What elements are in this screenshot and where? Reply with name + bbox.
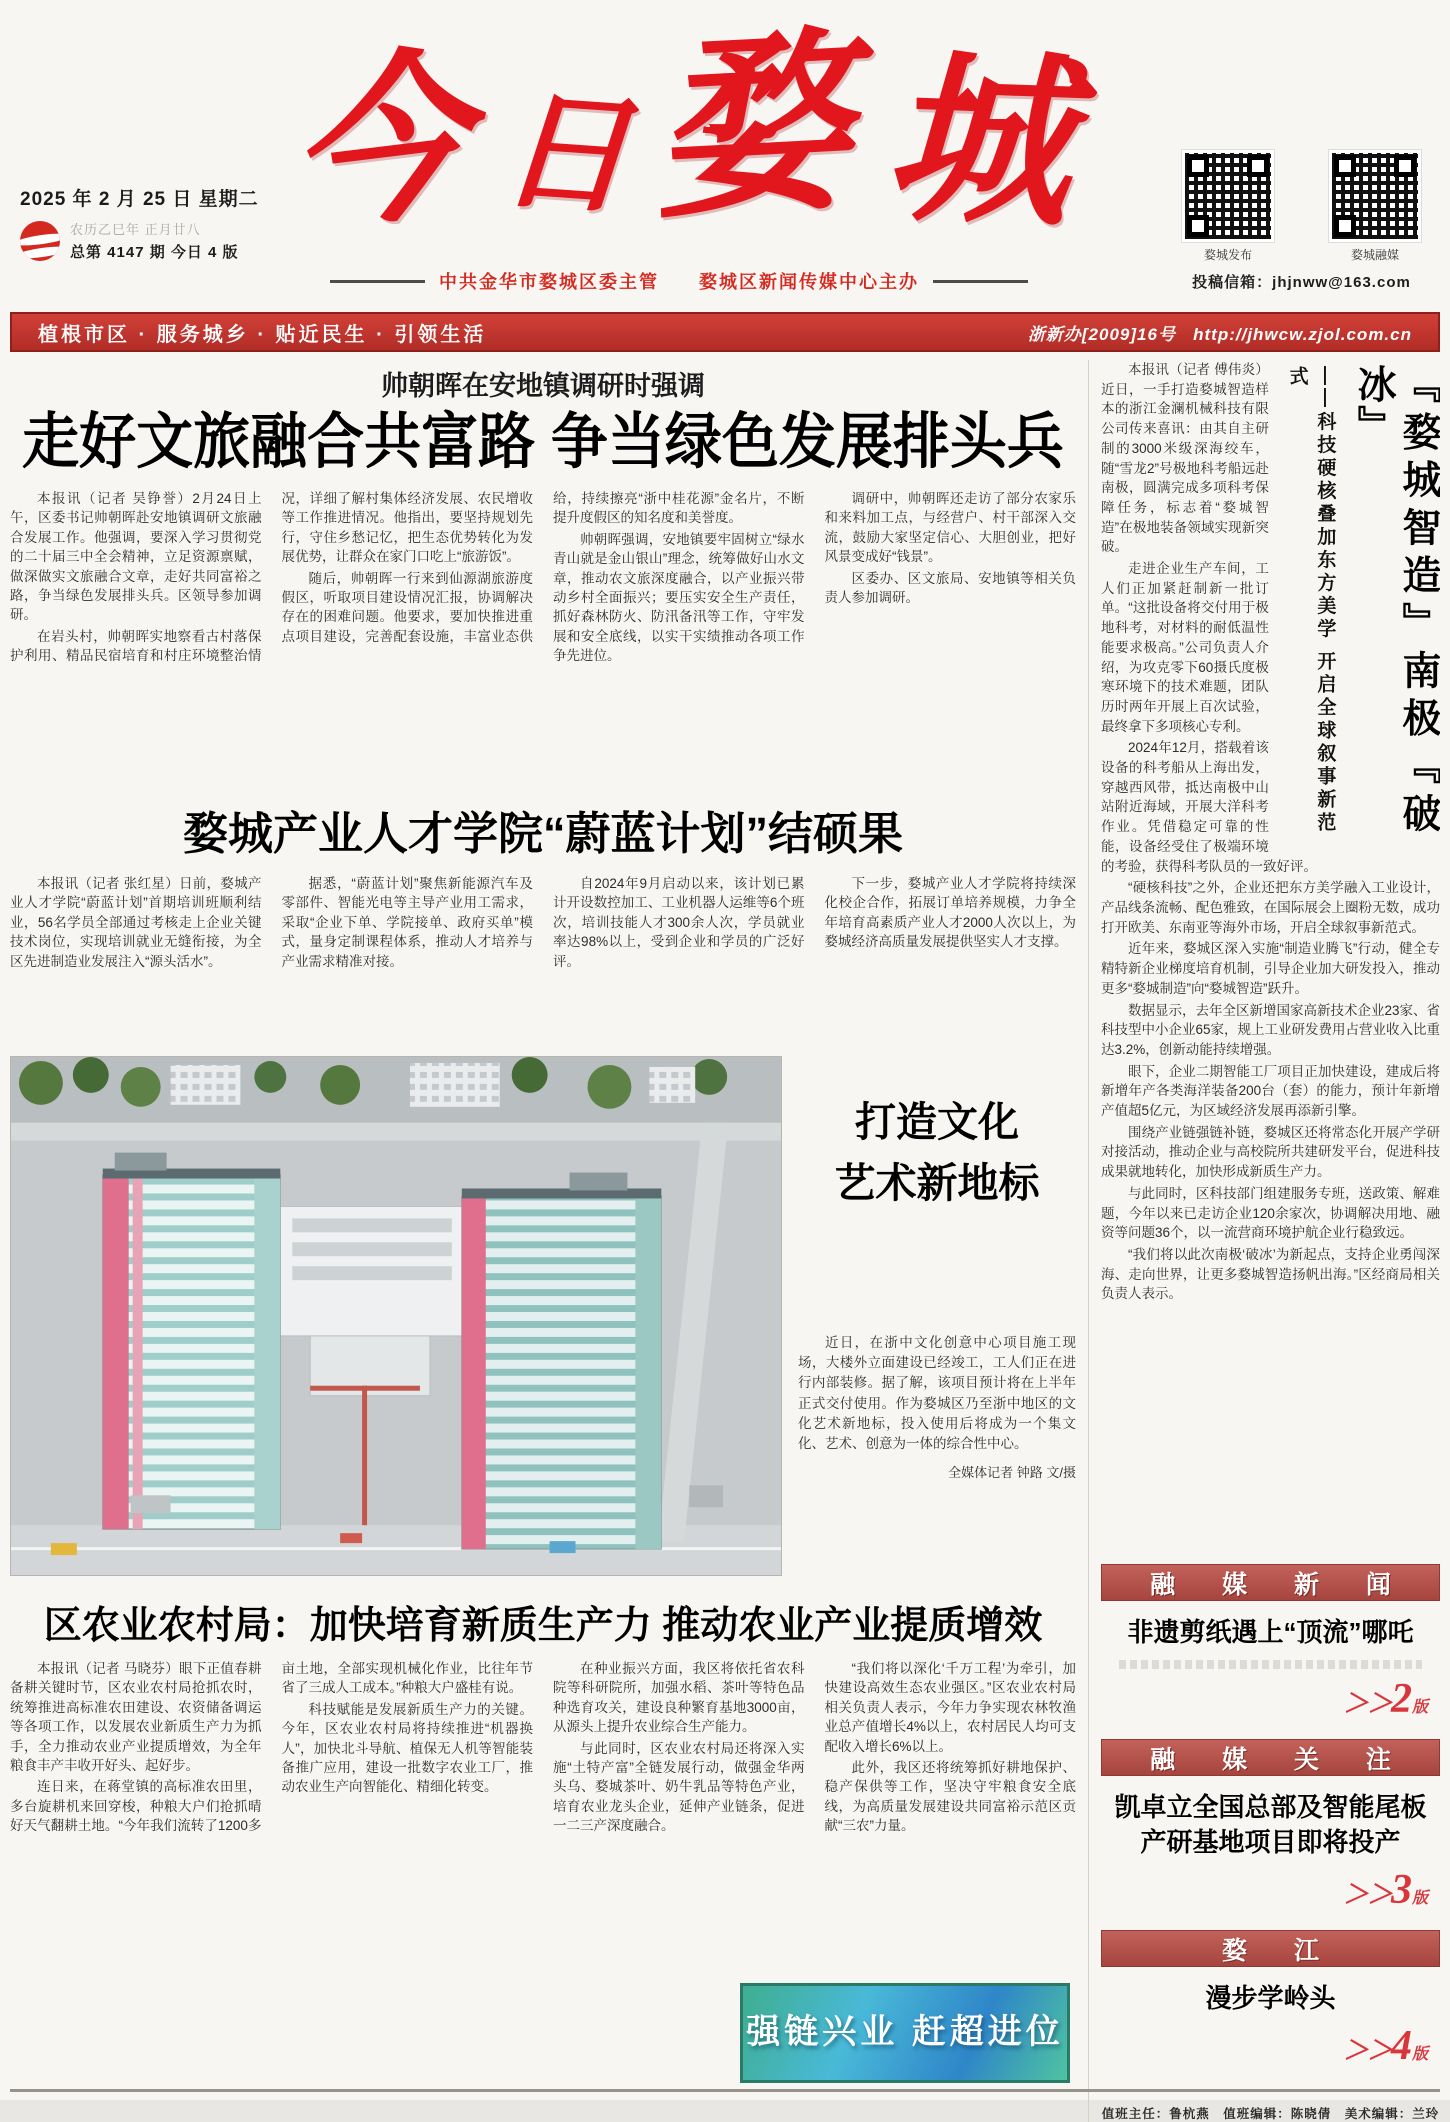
date-block: [20, 184, 259, 262]
bottom-article-headline: 区农业农村局：加快培育新质生产力 推动农业产业提质增效: [43, 1604, 1043, 1647]
organizer-text: 中共金华市婺城区委主管 婺城区新闻传媒中心主办: [439, 272, 919, 292]
lunar-date: 农历乙巳年 正月廿八: [70, 222, 201, 237]
organizer-line: [330, 268, 1090, 294]
section-bar: 融 媒 关 注: [1101, 1739, 1440, 1776]
rule-left: [330, 280, 425, 283]
submission-email: 投稿信箱：jhjnww@163.com: [1192, 274, 1411, 291]
page-bottom-rule: [10, 2089, 1440, 2092]
right-article-subtitle: ——科技硬核叠加东方美学 开启全球叙事新范式: [1286, 366, 1336, 834]
title-char: 城: [881, 27, 1074, 253]
photo-headline: 打造文化 艺术新地标: [834, 1098, 1040, 1207]
right-article: [1101, 360, 1440, 1548]
right-article-headline: 『婺城智造』南极『破冰』: [1352, 364, 1440, 834]
news-photo: [10, 1056, 782, 1576]
masthead: [0, 0, 1450, 312]
title-char: 日: [494, 71, 636, 234]
lead-article-body: 本报讯（记者 吴铮誉）2月24日上午，区委书记帅朝晖赴安地镇调研文旅融合发展工作。他强调，要深入学习贯彻党的二十届三中全会精神，立足资源禀赋，做深做实文旅融合文章，走好共同富裕之路，争当绿色发展排头兵。区领导参加调研。 在岩头村，帅朝晖实地察看古村落保护利用、精品民宿培育和村庄环境整治情况，详细了解村集体经济发展、农民增收等工作推进情况。他指出，要坚持规划先行，守住乡愁记忆，把生态优势转化为发展优势，让群众在家门口吃上“旅游饭”。 随后，帅朝晖一行来到仙源湖旅游度假区，听取项目建设情况汇报，协调解决存在的困难问题。他要求，要加快推进重点项目建设，完善配套设施，丰富业态供给，持续擦亮“浙中桂花源”金名片，不断提升度假区的知名度和美誉度。 帅朝晖强调，安地镇要牢固树立“绿水青山就是金山银山”理念，统筹做好山水文章，推动农文旅深度融合，以产业振兴带动乡村全面振兴；要压实安全生产责任，抓好森林防火、防汛备汛等工作，守牢发展和安全底线，以实干实绩推动各项工作争先进位。 调研中，帅朝晖还走访了部分农家乐和来料加工点，与经营户、村干部深入交流，鼓励大家坚定信心、大胆创业，把好风景变成好“钱景”。 区委办、区文旅局、安地镇等相关负责人参加调研。: [10, 490, 1076, 664]
qr-area: [1169, 150, 1434, 292]
title-char: 今: [277, 26, 483, 259]
newspaper-logo-icon: [20, 221, 60, 261]
photo-story: [798, 1056, 1076, 1576]
qr-code-fabu: [1182, 150, 1274, 242]
qr-label: 婺城融媒: [1350, 248, 1399, 262]
lead-article-kicker: 帅朝晖在安地镇调研时强调: [381, 371, 705, 401]
second-article-body: 本报讯（记者 张红星）日前，婺城产业人才学院“蔚蓝计划”首期培训班顺利结业，56名学员全部通过考核走上企业关键技术岗位，实现培训就业无缝衔接，为全区先进制造业发展注入“源头活水”。 据悉，“蔚蓝计划”聚焦新能源汽车及零部件、智能光电等主导产业用工需求，采取“企业下单、学院接单、政府买单”模式，量身定制课程体系，推动人才培养与产业需求精准对接。 自2024年9月启动以来，该计划已累计开设数控加工、工业机器人运维等6个班次，培训技能人才300余人次，学员就业率达98%以上，受到企业和学员的广泛好评。 下一步，婺城产业人才学院将持续深化校企合作，拓展订单培养规模，力争全年培育高素质产业人才2000人次以上，为婺城经济高质量发展提供坚实人才支撑。: [10, 875, 1076, 969]
qr-label: 婺城发布: [1203, 248, 1252, 262]
publication-date: 2025 年 2 月 25 日 星期二: [20, 189, 259, 210]
right-article-body: 本报讯（记者 傅伟炎）近日，一手打造婺城智造样本的浙江金澜机械科技有限公司传来喜讯：由其自主研制的3000米级深海绞车，随“雪龙2”号极地科考船远赴南极，圆满完成多项科考保障任务，标志着“婺城智造”在极地装备领域实现新突破。 走进企业生产车间，工人们正加紧赶制新一批订单。“这批设备将交付用于极地科考，对材料的耐低温性能要求极高。”公司负责人介绍，为攻克零下60摄氏度极寒环境下的技术难题，团队历时两年开展上百次试验，最终拿下多项核心专利。 2024年12月，搭载着该设备的科考船从上海出发，穿越西风带，抵达南极中山站附近海域，开展大洋科考作业。凭借稳定可靠的性能，设备经受住了极端环境的考验，获得科考队员的一致好评。 “硬核科技”之外，企业还把东方美学融入工业设计，产品线条流畅、配色雅致，在国际展会上圈粉无数，成功打开欧美、东南亚等海外市场，开启全球叙事新范式。 近年来，婺城区深入实施“制造业腾飞”行动，健全专精特新企业梯度培育机制，引导企业加大研发投入，推动更多“婺城制造”向“婺城智造”跃升。 数据显示，去年全区新增国家高新技术企业23家、省科技型中小企业65家，规上工业研发费用占营业收入比重达3.2%，创新动能持续增强。 眼下，企业二期智能工厂项目正加快建设，建成后将新增年产各类海洋装备200台（套）的能力，预计年新增产值超5亿元，为区域经济发展再添新引擎。 围绕产业链强链补链，婺城区还将常态化开展产学研对接活动，推动企业与高校院所共建研发平台，促进科技成果就地转化，加快形成新质生产力。 与此同时，区科技部门组建服务专班，送政策、解难题，今年以来已走访企业120余家次，协调解决用地、融资等问题36个，以一流营商环境护航企业行稳致远。 “我们将以此次南极‘破冰’为新起点，支持企业勇闯深海、走向世界，让更多婺城智造扬帆出海。”区经商局相关负责人表示。: [1101, 362, 1440, 1302]
page-ref: ＞＞2版: [1342, 1676, 1428, 1723]
bottom-article-body: 强链兴业 赶超进位 本报讯（记者 马晓芬）眼下正值春耕备耕关键时节，区农业农村局抢抓农时，统筹推进高标准农田建设、农资储备调运等各项工作，以发展农业新质生产力为抓手，全力推动农业产业提质增效，为全年粮食丰产丰收开好头、起好步。 连日来，在蒋堂镇的高标准农田里，多台旋耕机来回穿梭，种粮大户们抢抓晴好天气翻耕土地。“今年我们流转了1200多亩土地，全部实现机械化作业，比往年节省了三成人工成本。”种粮大户盛桂有说。 科技赋能是发展新质生产力的关键。今年，区农业农村局将持续推进“机器换人”，加快北斗导航、植保无人机等智能装备推广应用，建设一批数字农业工厂，推动农业生产向智能化、精细化转变。 在种业振兴方面，我区将依托省农科院等科研院所，加强水稻、茶叶等特色品种选育攻关，建设良种繁育基地3000亩，从源头上提升农业综合生产能力。 与此同时，区农业农村局还将深入实施“土特产富”全链发展行动，做强金华两头乌、婺城茶叶、奶牛乳品等特色产业，培育农业龙头企业，延伸产业链条，促进一二三产深度融合。 “我们将以深化‘千万工程’为牵引，加快建设高效生态农业强区。”区农业农村局相关负责人表示，今年力争实现农林牧渔业总产值增长4%以上，农村居民人均可支配收入增长6%以上。 此外，我区还将统筹抓好耕地保护、稳产保供等工作，坚决守牢粮食安全底线，为高质量发展建设共同富裕示范区贡献“三农”力量。: [10, 1659, 1076, 2087]
main-column: [10, 360, 1076, 2122]
chevrons-icon: ＞＞: [1342, 1879, 1391, 1910]
issue-number: 总第 4147 期 今日 4 版: [70, 244, 239, 261]
staff-credits: 值班主任：鲁杭燕 值班编辑：陈晓倩 美术编辑：兰玲: [1101, 2107, 1440, 2122]
chevrons-icon: ＞＞: [1342, 1688, 1391, 1719]
page-ref: ＞＞4版: [1342, 2023, 1428, 2070]
slogan-text: 植根市区 · 服务城乡 · 贴近民生 · 引领生活: [38, 323, 487, 346]
right-article-headline-block: [1283, 364, 1440, 834]
newspaper-title: [275, 6, 1145, 259]
section-headline: 非遗剪纸遇上“顶流”哪吒: [1127, 1617, 1414, 1647]
section-rongmei-guanzhu: [1101, 1739, 1440, 1914]
lead-article-headline: 走好文旅融合共富路 争当绿色发展排头兵: [22, 408, 1064, 476]
right-rail: [1088, 360, 1440, 2122]
section-bar: 融 媒 新 闻: [1101, 1564, 1440, 1601]
section-wujiang: [1101, 1930, 1440, 2070]
section-rongmei-xinwen: [1101, 1564, 1440, 1723]
photo-caption: 近日，在浙中文化创意中心项目施工现场，大楼外立面建设已经竣工，工人们正在进行内部装修。据了解，该项目预计将在上半年正式交付使用。作为婺城区乃至浙中地区的文化艺术新地标，投入使用后将成为一个集文化、艺术、创意为一体的综合性中心。: [798, 1334, 1076, 1452]
promo-banner: 强链兴业 赶超进位: [740, 1983, 1070, 2083]
slogan-banner: [10, 312, 1440, 352]
license-and-url: [1028, 320, 1412, 345]
chevrons-icon: ＞＞: [1342, 2035, 1391, 2066]
website-url: http://jhwcw.zjol.com.cn: [1193, 324, 1412, 344]
qr-code-rongmei: [1329, 150, 1421, 242]
page-ref: ＞＞3版: [1342, 1867, 1428, 1914]
section-bar: 婺 江: [1101, 1930, 1440, 1967]
second-article-headline: 婺城产业人才学院“蔚蓝计划”结硕果: [182, 807, 903, 859]
section-headline: 凯卓立全国总部及智能尾板产研基地项目即将投产: [1114, 1792, 1427, 1858]
license-number: 浙新办[2009]16号: [1027, 324, 1176, 344]
section-subtext-strip: [1119, 1660, 1422, 1669]
photo-byline: 全媒体记者 钟路 文/摄: [948, 1465, 1076, 1481]
title-char: 婺: [647, 6, 854, 245]
rule-right: [933, 280, 1028, 283]
construction-aerial-photo: [11, 1057, 781, 1575]
section-headline: 漫步学岭头: [1205, 1983, 1336, 2014]
